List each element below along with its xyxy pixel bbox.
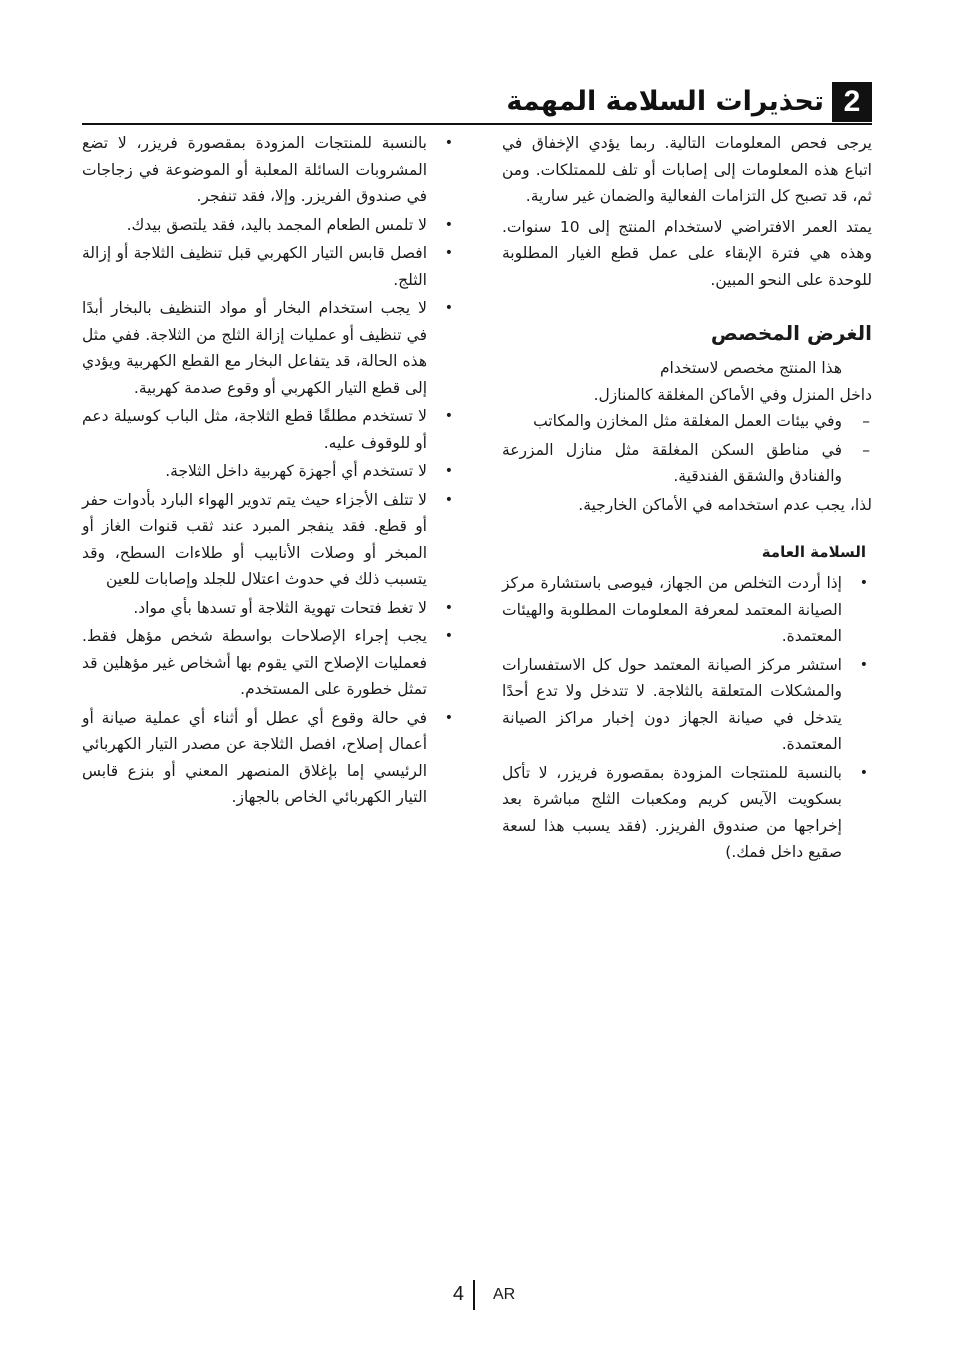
- list-item: [82, 623, 457, 703]
- bullet-marker: •: [444, 135, 453, 151]
- section-title: تحذيرات السلامة المهمة: [506, 86, 824, 117]
- list-item-text: في مناطق السكن المغلقة مثل منازل المزرعة والفنادق والشقق الفندقية.: [502, 440, 842, 485]
- bullet-marker: •: [859, 656, 868, 673]
- section-number-badge: 2: [832, 82, 872, 122]
- section-header: [82, 78, 872, 124]
- list-item-text: لا تغط فتحات تهوية الثلاجة أو تسدها بأي مواد.: [133, 598, 427, 617]
- bullet-marker: •: [444, 408, 453, 424]
- dash-marker: –: [862, 412, 870, 430]
- bullet-marker: •: [444, 709, 453, 726]
- list-item: [82, 705, 457, 811]
- page-footer: [0, 1280, 954, 1310]
- list-item: [82, 240, 457, 293]
- general-safety-heading: السلامة العامة: [761, 543, 866, 561]
- list-item-text: لا تستخدم مطلقًا قطع الثلاجة، مثل الباب كوسيلة دعم أو للوقوف عليه.: [82, 407, 427, 452]
- list-item: [82, 295, 457, 401]
- page-number: 4: [452, 1283, 464, 1305]
- intended-use-list: [502, 408, 872, 490]
- bullet-marker: •: [444, 628, 453, 644]
- intro-paragraph: يمتد العمر الافتراضي لاستخدام المنتج إلى 10 سنوات. وهذه هي فترة الإبقاء على عمل قطع الغيار المطلوبة للوحدة على النحو المبين.: [502, 217, 872, 289]
- list-item: [502, 652, 872, 758]
- list-item: [82, 595, 457, 622]
- list-item: [82, 487, 457, 593]
- intended-use-heading: الغرض المخصص: [710, 321, 872, 345]
- intro-paragraph: يرجى فحص المعلومات التالية. ربما يؤدي الإخفاق في اتباع هذه المعلومات إلى إصابات أو تلف للممتلكات. ومن ثم، قد تصبح كل التزامات الفعالية والضمان غير سارية.: [502, 134, 872, 205]
- safety-warnings-list: [82, 130, 457, 811]
- intended-use-closing: لذا، يجب عدم استخدامه في الأماكن الخارجية.: [578, 495, 872, 514]
- bullet-marker: •: [444, 216, 453, 233]
- list-item-text: بالنسبة للمنتجات المزودة بمقصورة فريزر، لا تأكل بسكويت الآيس كريم ومكعبات الثلج مباشرة بعد إخراجها من صندوق الفريزر. (فقد يسبب هذا لسعة صقيع داخل فمك.): [502, 763, 842, 861]
- general-safety-list: [502, 570, 872, 866]
- list-item-text: لا تلمس الطعام المجمد باليد، فقد يلتصق بيدك.: [126, 215, 427, 234]
- bullet-marker: •: [444, 463, 453, 479]
- header-divider: [82, 123, 872, 125]
- bullet-marker: •: [859, 764, 868, 781]
- list-item-text: افصل قابس التيار الكهربي قبل تنظيف الثلاجة أو إزالة الثلج.: [82, 244, 427, 289]
- list-item: [82, 130, 457, 210]
- intended-use-line: داخل المنزل وفي الأماكن المغلقة كالمنازل.: [593, 385, 872, 404]
- bullet-marker: •: [444, 245, 453, 261]
- list-item-text: لا تتلف الأجزاء حيث يتم تدوير الهواء البارد بأدوات حفر أو قطع. فقد ينفجر المبرد عند ثقب قنوات الغاز أو المبخر أو وصلات الأنابيب أو طلاءات السطح، وقد يتسبب ذلك في حدوث اعتلال للجلد وإصابات للعين: [82, 490, 427, 588]
- list-item: [82, 212, 457, 239]
- right-column: [502, 130, 872, 868]
- list-item-text: وفي بيئات العمل المغلقة مثل المخازن والمكاتب: [533, 412, 842, 430]
- list-item-text: لا تستخدم أي أجهزة كهربية داخل الثلاجة.: [165, 462, 427, 480]
- list-item: [82, 403, 457, 456]
- list-item: [502, 760, 872, 866]
- list-item-text: استشر مركز الصيانة المعتمد حول كل الاستفسارات والمشكلات المتعلقة بالثلاجة. لا تتدخل ولا تدع أحدًا يتدخل في صيانة الجهاز دون إخبار مراكز الصيانة المعتمدة.: [502, 655, 842, 753]
- dash-marker: –: [862, 440, 870, 459]
- bullet-marker: •: [444, 300, 453, 316]
- list-item: [82, 458, 457, 485]
- bullet-marker: •: [859, 575, 868, 591]
- list-item-text: لا يجب استخدام البخار أو مواد التنظيف بالبخار أبدًا في تنظيف أو عمليات إزالة الثلج من الثلاجة. ففي مثل هذه الحالة، قد يتفاعل البخار مع القطع الكهربية ويؤدي إلى قطع التيار الكهربي أو وقوع صدمة كهربية.: [82, 299, 427, 397]
- list-item-text: في حالة وقوع أي عطل أو أثناء أي عملية صيانة أو أعمال إصلاح، افصل الثلاجة عن مصدر التيار الكهربائي الرئيسي إما بإغلاق المنصهر المعني أو بنزع قابس التيار الكهربائي الخاص بالجهاز.: [82, 708, 427, 806]
- language-code: AR: [493, 1286, 516, 1303]
- bullet-marker: •: [444, 491, 453, 508]
- list-item: [502, 408, 872, 435]
- list-item: [502, 570, 872, 650]
- list-item-text: يجب إجراء الإصلاحات بواسطة شخص مؤهل فقط. فعمليات الإصلاح التي يقوم بها أشخاص غير مؤهلين قد تمثل خطورة على المستخدم.: [82, 627, 427, 698]
- footer-divider: [473, 1280, 475, 1310]
- bullet-marker: •: [444, 599, 453, 616]
- list-item-text: بالنسبة للمنتجات المزودة بمقصورة فريزر، لا تضع المشروبات السائلة المعلبة أو الموضوعة في زجاجات في صندوق الفريزر. وإلا، فقد تنفجر.: [82, 134, 427, 205]
- left-column: [82, 130, 457, 813]
- intended-use-line: هذا المنتج مخصص لاستخدام: [659, 359, 842, 377]
- list-item-text: إذا أردت التخلص من الجهاز، فيوصى باستشارة مركز الصيانة المعتمد لمعرفة المعلومات المطلوبة والهيئات المعتمدة.: [502, 574, 842, 645]
- list-item: [502, 437, 872, 490]
